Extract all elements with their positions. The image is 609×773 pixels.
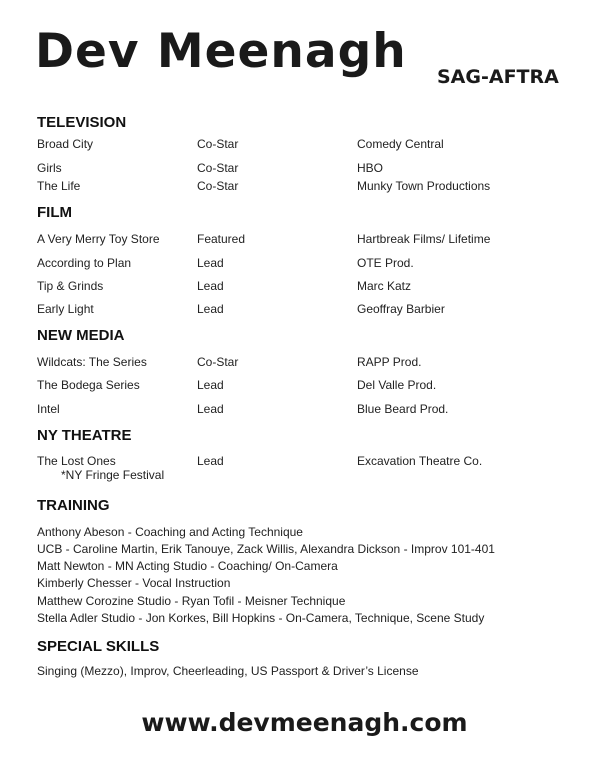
credit-company: Comedy Central xyxy=(357,137,444,151)
credit-company: Blue Beard Prod. xyxy=(357,402,449,416)
credit-company: RAPP Prod. xyxy=(357,355,422,369)
section-heading-film: FILM xyxy=(37,204,72,221)
credit-role: Lead xyxy=(197,378,224,392)
section-heading-television: TELEVISION xyxy=(37,114,127,131)
credit-title: Broad City xyxy=(37,137,94,151)
section-heading-ny-theatre: NY THEATRE xyxy=(37,427,132,444)
credit-title: Wildcats: The Series xyxy=(37,355,147,369)
credit-role: Co-Star xyxy=(197,137,239,151)
credit-role: Lead xyxy=(197,454,224,468)
section-heading-new-media: NEW MEDIA xyxy=(37,327,125,344)
credit-note: *NY Fringe Festival xyxy=(61,468,165,482)
training-line: Anthony Abeson - Coaching and Acting Technique xyxy=(37,525,303,539)
credit-title: Girls xyxy=(37,161,62,175)
credit-role: Lead xyxy=(197,256,224,270)
resume-name: Dev Meenagh xyxy=(35,24,407,79)
training-line: Matthew Corozine Studio - Ryan Tofil - Meisner Technique xyxy=(37,594,346,608)
credit-role: Lead xyxy=(197,302,224,316)
credit-role: Lead xyxy=(197,402,224,416)
training-line: Stella Adler Studio - Jon Korkes, Bill Hopkins - On-Camera, Technique, Scene Study xyxy=(37,611,485,625)
credit-title: Tip & Grinds xyxy=(37,279,104,293)
section-heading-training: TRAINING xyxy=(37,497,110,514)
credit-company: OTE Prod. xyxy=(357,256,414,270)
credit-title: A Very Merry Toy Store xyxy=(37,232,160,246)
credit-company: Marc Katz xyxy=(357,279,412,293)
credit-company: Munky Town Productions xyxy=(357,179,491,193)
website-url: www.devmeenagh.com xyxy=(141,708,468,737)
credit-title: The Life xyxy=(37,179,81,193)
credit-title: Intel xyxy=(37,402,60,416)
credit-role: Co-Star xyxy=(197,161,239,175)
training-line: Matt Newton - MN Acting Studio - Coaching/ On-Camera xyxy=(37,559,338,573)
credit-title: The Bodega Series xyxy=(37,378,140,392)
credit-title: Early Light xyxy=(37,302,94,316)
training-line: Kimberly Chesser - Vocal Instruction xyxy=(37,576,231,590)
training-line: UCB - Caroline Martin, Erik Tanouye, Zack Willis, Alexandra Dickson - Improv 101-401 xyxy=(37,542,495,556)
special-skills-text: Singing (Mezzo), Improv, Cheerleading, US Passport & Driver’s License xyxy=(37,664,419,678)
credit-title: According to Plan xyxy=(37,256,132,270)
credit-company: Hartbreak Films/ Lifetime xyxy=(357,232,491,246)
credit-role: Co-Star xyxy=(197,179,239,193)
credit-role: Co-Star xyxy=(197,355,239,369)
section-heading-special-skills: SPECIAL SKILLS xyxy=(37,638,160,655)
credit-role: Lead xyxy=(197,279,224,293)
credit-role: Featured xyxy=(197,232,246,246)
credit-title: The Lost Ones xyxy=(37,454,116,468)
union-affiliation: SAG-AFTRA xyxy=(437,66,559,88)
credit-company: Geoffray Barbier xyxy=(357,302,445,316)
credit-company: Excavation Theatre Co. xyxy=(357,454,483,468)
credit-company: HBO xyxy=(357,161,384,175)
credit-company: Del Valle Prod. xyxy=(357,378,437,392)
